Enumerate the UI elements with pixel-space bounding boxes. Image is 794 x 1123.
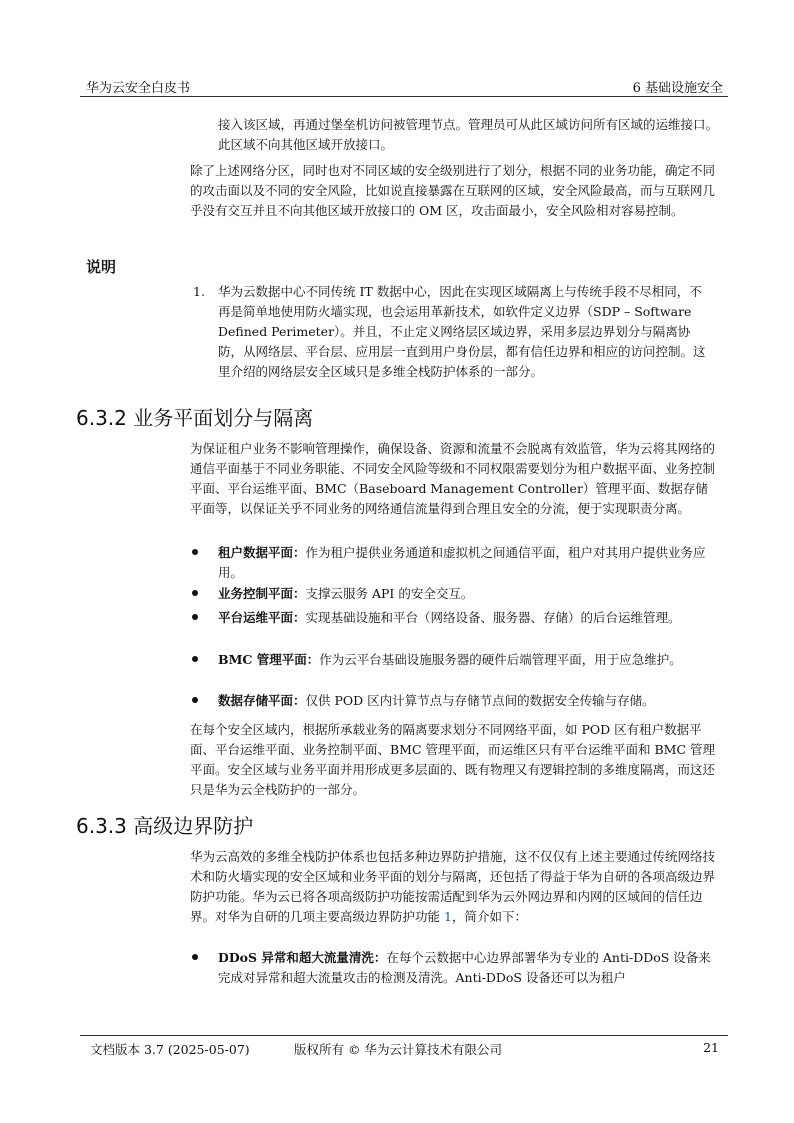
bullet-icon: [192, 697, 198, 703]
footer-copyright: 版权所有 © 华为云计算技术有限公司: [294, 1042, 502, 1057]
intro-paragraph-1: 接入该区域，再通过堡垒机访问被管理节点。管理员可从此区域访问所有区域的运维接口。此区域不向其他区域开放接口。: [218, 117, 719, 152]
bullet-text: 作为租户提供业务通道和虚拟机之间通信平面，租户对其用户提供业务应用。: [218, 545, 706, 580]
bullet-term: 租户数据平面：: [218, 545, 306, 560]
header-divider: [80, 96, 728, 97]
section-heading-6-3-2: 6.3.2 业务平面划分与隔离: [76, 406, 314, 430]
note-title: 说明: [86, 258, 117, 276]
intro-text: 华为云高效的多维全栈防护体系也包括多种边界防护措施，这不仅仅有上述主要通过传统网络技术和防火墙实现的安全区域和业务平面的划分与隔离，还包括了得益于华为自研的各项高级边界防护功能。华为云已将各项高级防护功能按需适配到华为云外网边界和内网的区域间的信任边界。对华为自研的几项主要高级边界防护功能: [190, 849, 716, 924]
bullet-icon: [192, 656, 198, 662]
intro-paragraph-2: 除了上述网络分区，同时也对不同区域的安全级别进行了划分，根据不同的业务功能，确定不同的攻击面以及不同的安全风险，比如说直接暴露在互联网的区域，安全风险最高，而与互联网几乎没有交互并且不向其他区域开放接口的 OM 区，攻击面最小，安全风险相对容易控制。: [190, 163, 716, 218]
note-text: 华为云数据中心不同传统 IT 数据中心，因此在实现区域隔离上与传统手段不尽相同，不再是简单地使用防火墙实现，也会运用革新技术，如软件定义边界（SDP – Software Defined Perimeter）。并且，不止定义网络层区域边界，采用多层边界划分与隔离协防，从网络层、平台层、应用层一直到用户身份层，都有信任边界和相应的访问控制。这里介绍的网络层安全区域只是多维全栈防护体系的一部分。: [218, 284, 706, 379]
bullet-icon: [192, 549, 198, 555]
section-6-3-2-intro: 为保证租户业务不影响管理操作，确保设备、资源和流量不会脱离有效监管，华为云将其网络的通信平面基于不同业务职能、不同安全风险等级和不同权限需要划分为租户数据平面、业务控制平面、平台运维平面、BMC（Baseboard Management Controller）管理平面、数据存储平面等，以保证关乎不同业务的网络通信流量得到合理且安全的分流，便于实现职责分离。: [190, 441, 716, 516]
bullet-term: 平台运维平面：: [218, 610, 306, 625]
header-document-title: 华为云安全白皮书: [86, 81, 191, 96]
bullet-term: 业务控制平面：: [218, 586, 306, 601]
bullet-text: 支撑云服务 API 的安全交互。: [305, 586, 474, 601]
note-number: 1.: [193, 284, 205, 299]
bullet-term: BMC 管理平面：: [218, 652, 320, 667]
section-6-3-2-closing: 在每个安全区域内，根据所承载业务的隔离要求划分不同网络平面，如 POD 区有租户数据平面、平台运维平面、业务控制平面、BMC 管理平面，而运维区只有平台运维平面和 BMC 管理平面。安全区域与业务平面并用形成更多层面的、既有物理又有逻辑控制的多维度隔离，而这还只是华为云全栈防护的一部分。: [190, 722, 716, 797]
footer-document-version: 文档版本 3.7 (2025-05-07): [90, 1042, 250, 1057]
footer-divider: [80, 1035, 728, 1036]
bullet-term: 数据存储平面：: [218, 693, 306, 708]
bullet-icon: [192, 590, 198, 596]
bullet-term: DDoS 异常和超大流量清洗：: [218, 950, 387, 965]
intro-text-end: ，简介如下：: [451, 909, 527, 924]
footer-page-number: 21: [703, 1040, 719, 1055]
bullet-text: 仅供 POD 区内计算节点与存储节点间的数据安全传输与存储。: [305, 693, 655, 708]
bullet-text: 实现基础设施和平台（网络设备、服务器、存储）的后台运维管理。: [305, 610, 681, 625]
header-chapter-title: 6 基础设施安全: [632, 81, 723, 96]
bullet-text: 作为云平台基础设施服务器的硬件后端管理平面，用于应急维护。: [319, 652, 682, 667]
bullet-icon: [192, 614, 198, 620]
footnote-reference-link[interactable]: 1: [443, 909, 452, 924]
bullet-icon: [192, 954, 198, 960]
section-heading-6-3-3: 6.3.3 高级边界防护: [76, 814, 254, 838]
section-6-3-3-intro: [190, 847, 720, 927]
bullet-text: 在每个云数据中心边界部署华为专业的 Anti-DDoS 设备来完成对异常和超大流量攻击的检测及清洗。Anti-DDoS 设备还可以为租户: [218, 950, 711, 985]
